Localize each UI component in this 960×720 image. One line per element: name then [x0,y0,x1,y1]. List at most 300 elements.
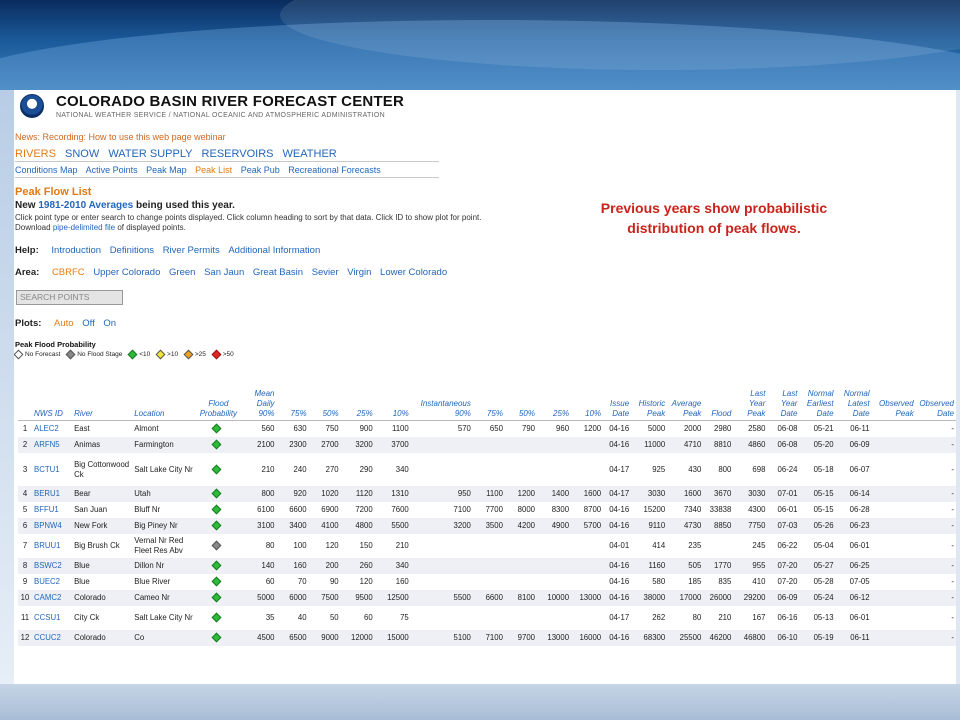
table-cell: 06-01 [777,505,798,514]
table-cell [872,502,916,518]
column-header[interactable]: Last Year Peak [733,384,767,421]
averages-notice [15,200,235,211]
probability-diamond-icon [212,440,222,450]
row-number: 7 [22,541,28,550]
table-cell: 06-12 [836,590,872,606]
table-cell: 5000 [240,590,276,606]
nav-weather[interactable]: WEATHER [282,148,337,160]
table-cell: 26000 [703,590,733,606]
table-cell: 07-05 [849,577,870,586]
table-cell: 2000 [683,424,702,433]
location-cell: Salt Lake City Nr [134,613,193,622]
table-cell: 7750 [733,518,767,534]
legend-label: <10 [139,351,151,359]
legend-item[interactable] [15,351,60,358]
table-cell: 6600 [289,505,307,514]
table-cell: 920 [277,486,309,502]
nws-id-link[interactable]: BERU1 [32,486,72,502]
table-row [18,453,956,486]
table-cell: 120 [325,541,339,550]
table-cell: 800 [718,464,732,474]
nws-id-link[interactable]: CCSU1 [34,613,61,622]
table-cell: 05-19 [799,630,835,646]
plots-on[interactable]: On [103,318,117,329]
table-cell [872,574,916,590]
right-border [956,90,960,684]
table-cell: 06-01 [849,541,870,550]
area-row [15,267,447,278]
flood-probability-cell [196,518,240,534]
table-cell: 185 [688,577,702,586]
river-cell: New Fork [72,518,132,534]
river-cell: San Juan [74,505,108,514]
table-cell: 7100 [453,505,471,514]
table-cell: 7700 [485,505,503,514]
help-river-permits[interactable]: River Permits [162,245,220,256]
column-header[interactable]: Instantaneous 90% [411,384,473,421]
column-header[interactable]: Normal Earliest Date [799,384,835,421]
probability-diamond-icon [212,505,222,515]
column-header[interactable]: Observed Peak [872,384,916,421]
table-cell: 3700 [375,437,411,453]
table-cell: - [951,541,954,550]
nav-snow[interactable]: SNOW [65,148,100,160]
help-definitions[interactable]: Definitions [109,245,155,256]
subnav-peak-list[interactable]: Peak List [195,165,233,175]
table-cell: 70 [297,577,307,586]
table-cell [872,421,916,438]
table-row [18,606,956,630]
legend-item[interactable] [67,351,122,358]
table-cell: 835 [718,577,732,586]
table-cell: 60 [364,613,373,622]
legend-item[interactable] [129,351,150,358]
table-cell: 68300 [631,630,667,646]
table-cell: 05-18 [813,464,834,474]
river-cell: Blue [72,558,132,574]
table-cell: 29200 [733,590,767,606]
legend-label: No Forecast [25,351,61,359]
probability-legend [15,351,239,358]
table-cell: 04-16 [603,590,631,606]
table-cell: 1160 [631,558,667,574]
table-cell: 955 [733,558,767,574]
legend-label: >10 [167,351,179,359]
diamond-icon [183,350,193,360]
column-header[interactable]: Last Year Date [767,384,799,421]
area-green[interactable]: Green [169,267,196,278]
table-cell: 790 [521,424,535,433]
table-cell: 290 [359,464,373,474]
noaa-logo-icon[interactable] [20,94,44,118]
table-cell: 1120 [341,486,375,502]
row-number: 6 [18,518,32,534]
table-cell: 160 [277,558,309,574]
table-cell: 25500 [667,630,703,646]
table-cell: 04-16 [603,437,631,453]
table-cell: 4710 [667,437,703,453]
table-cell: 38000 [631,590,667,606]
table-cell: - [951,424,954,433]
table-row [18,421,956,438]
table-cell: 4100 [309,518,341,534]
table-cell [411,558,473,574]
river-cell: Animas [72,437,132,453]
table-cell: 262 [652,613,666,622]
column-header[interactable]: 10% [571,384,603,421]
river-cell: Bear [72,486,132,502]
column-header[interactable]: Flood [703,384,733,421]
divider [15,177,439,178]
nws-id-link[interactable]: BUEC2 [34,577,61,586]
download-link[interactable]: pipe-delimited file [52,223,116,232]
river-cell: City Ck [74,613,100,622]
table-row [18,630,956,646]
table-cell [537,534,571,558]
flood-probability-cell [196,606,240,630]
column-header[interactable]: 10% [375,384,411,421]
table-row [18,534,956,558]
table-cell: 04-17 [609,613,630,622]
area-sevier[interactable]: Sevier [311,267,339,278]
help-label: Help: [15,245,39,256]
table-cell: 140 [240,558,276,574]
plots-label: Plots: [15,318,42,329]
area-cbrfc[interactable]: CBRFC [51,267,85,278]
nws-id-link[interactable]: BCTU1 [34,464,60,474]
table-cell: 8810 [703,437,733,453]
table-cell: 698 [752,464,766,474]
nav-rivers[interactable]: RIVERS [15,148,56,160]
column-header[interactable]: Location [132,384,196,421]
table-cell: 240 [293,464,307,474]
help-introduction[interactable]: Introduction [51,245,102,256]
table-cell: 80 [692,613,702,622]
legend-label: >50 [222,351,234,359]
table-cell [872,518,916,534]
table-cell: 05-04 [813,541,834,550]
legend-item[interactable] [157,351,178,358]
column-header[interactable]: Normal Latest Date [836,384,872,421]
table-cell: 7600 [391,505,409,514]
table-cell: 3200 [341,437,375,453]
table-cell: 05-13 [813,613,834,622]
table-cell: 3670 [703,486,733,502]
nav-water-supply[interactable]: WATER SUPPLY [108,148,193,160]
table-cell: 06-09 [767,590,799,606]
table-cell [872,453,916,486]
subnav-peak-pub[interactable]: Peak Pub [240,165,280,175]
table-row [18,502,956,518]
subnav-conditions-map[interactable]: Conditions Map [15,165,78,175]
table-cell [872,437,916,453]
nws-id-link[interactable]: BSWC2 [32,558,72,574]
probability-diamond-icon [212,613,222,623]
plots-off[interactable]: Off [82,318,95,329]
probability-diamond-icon [212,489,222,499]
table-cell: 925 [652,464,666,474]
column-header[interactable]: 75% [277,384,309,421]
table-cell: 7200 [355,505,373,514]
table-cell [505,558,537,574]
column-header [18,384,32,421]
table-cell: 6600 [473,590,505,606]
table-cell: 340 [395,464,409,474]
table-cell: - [916,558,956,574]
page-subtitle: NATIONAL WEATHER SERVICE / NATIONAL OCEANIC AND ATMOSPHERIC ADMINISTRATION [56,112,385,119]
table-cell: 06-28 [849,505,870,514]
diamond-icon [211,350,221,360]
table-cell: 90 [329,577,339,586]
nws-id-link[interactable]: BPNW4 [32,518,72,534]
table-cell: - [951,505,954,514]
peak-flow-table [18,384,956,646]
table-cell: 5700 [571,518,603,534]
table-cell: 1200 [505,486,537,502]
column-header[interactable]: Flood Probability [196,384,240,421]
table-cell: 950 [411,486,473,502]
table-cell: 12000 [341,630,375,646]
table-cell [571,534,603,558]
column-header[interactable]: 50% [309,384,341,421]
table-row [18,590,956,606]
area-virgin[interactable]: Virgin [347,267,372,278]
table-cell: 1400 [537,486,571,502]
table-cell: 9500 [341,590,375,606]
table-cell: 04-16 [609,505,630,514]
probability-diamond-icon [212,541,222,551]
column-header[interactable]: Average Peak [667,384,703,421]
table-cell: - [916,486,956,502]
table-cell: 3030 [631,486,667,502]
table-cell: 05-24 [799,590,835,606]
area-upper-colorado[interactable]: Upper Colorado [93,267,161,278]
table-cell: 210 [395,541,409,550]
row-number: 4 [18,486,32,502]
probability-diamond-icon [212,521,222,531]
table-cell: 06-23 [836,518,872,534]
location-cell: Vernal Nr Red Fleet Res Abv [134,536,184,555]
table-cell: 05-15 [813,505,834,514]
table-cell [571,437,603,453]
subnav-active-points[interactable]: Active Points [85,165,138,175]
page-title: COLORADO BASIN RIVER FORECAST CENTER [56,93,405,110]
river-cell: Big Cottonwood Ck [74,459,130,479]
table-cell: 4730 [667,518,703,534]
nws-id-link[interactable]: ALEC2 [34,424,59,433]
table-cell: 630 [293,424,307,433]
top-banner [0,0,960,90]
column-header[interactable]: River [72,384,132,421]
table-cell: 7340 [683,505,702,514]
table-cell: 2300 [277,437,309,453]
table-cell: 8000 [517,505,535,514]
table-header [18,384,956,421]
subnav-recreational-forecasts[interactable]: Recreational Forecasts [288,165,381,175]
table-cell: 8100 [505,590,537,606]
table-cell [537,574,571,590]
table-cell [411,574,473,590]
table-cell: 05-26 [799,518,835,534]
table-cell: 270 [325,464,339,474]
river-cell: Blue [74,577,90,586]
table-cell: 15200 [643,505,666,514]
table-cell [411,437,473,453]
nws-id-link[interactable]: BRUU1 [34,541,61,550]
table-row [18,437,956,453]
flood-probability-cell [196,630,240,646]
search-input[interactable]: SEARCH POINTS [16,290,123,305]
table-cell: 3500 [473,518,505,534]
column-header[interactable]: Issue Date [603,384,631,421]
table-cell: 200 [309,558,341,574]
table-cell: 05-27 [799,558,835,574]
table-cell [571,558,603,574]
table-cell: 04-17 [609,464,630,474]
table-cell: - [916,590,956,606]
table-cell [537,453,571,486]
flood-probability-cell [196,590,240,606]
column-header[interactable]: 75% [473,384,505,421]
table-cell: 13000 [537,630,571,646]
table-cell: 4500 [240,630,276,646]
instructions-text: Click point type or enter search to change points displayed. Click column heading to sort by that data. Click ID to show plot for point. [15,213,482,222]
row-number: 3 [22,464,28,474]
table-cell [537,558,571,574]
column-header[interactable]: 50% [505,384,537,421]
row-number: 12 [18,630,32,646]
table-cell [473,437,505,453]
subnav-peak-map[interactable]: Peak Map [146,165,187,175]
probability-diamond-icon [212,577,222,587]
column-header[interactable]: NWS ID [32,384,72,421]
legend-label: >25 [194,351,206,359]
diamond-icon [66,350,76,360]
location-cell: Bluff Nr [134,505,161,514]
diamond-icon [14,350,23,360]
column-header[interactable]: 25% [341,384,375,421]
legend-item[interactable] [185,351,206,358]
plots-auto[interactable]: Auto [54,318,74,329]
table-cell: 4900 [537,518,571,534]
table-cell: 12500 [375,590,411,606]
area-lower-colorado[interactable]: Lower Colorado [380,267,448,278]
table-cell: 05-28 [813,577,834,586]
table-cell: 75 [400,613,409,622]
legend-item[interactable] [213,351,234,358]
location-cell: Cameo Nr [132,590,196,606]
row-number: 5 [22,505,28,514]
table-body [18,421,956,647]
table-cell: 05-20 [799,437,835,453]
area-label: Area: [15,267,40,278]
table-cell: 04-16 [603,518,631,534]
plots-row [15,318,116,329]
table-cell: 4300 [748,505,766,514]
sub-nav [15,165,387,175]
location-cell: Utah [132,486,196,502]
row-number: 11 [20,613,30,622]
flood-probability-cell [196,453,240,486]
table-cell: 260 [341,558,375,574]
nws-id-link[interactable]: CCUC2 [32,630,72,646]
table-cell: - [951,613,954,622]
table-cell: - [916,630,956,646]
table-cell: 8300 [551,505,570,514]
table-cell: 3100 [240,518,276,534]
table-cell: 160 [395,577,409,586]
table-cell: 3400 [277,518,309,534]
table-cell: 6100 [257,505,275,514]
table-cell: 1310 [375,486,411,502]
area-san-jaun[interactable]: San Jaun [204,267,245,278]
table-cell: 3030 [733,486,767,502]
flood-probability-cell [196,437,240,453]
table-cell [505,574,537,590]
table-cell: 6000 [277,590,309,606]
averages-link[interactable]: 1981-2010 Averages [38,200,134,211]
table-cell [473,606,505,630]
nws-id-link[interactable]: ARFN5 [32,437,72,453]
table-cell: 414 [652,541,666,550]
row-number: 1 [22,424,28,433]
table-cell: 07-03 [767,518,799,534]
diamond-icon [156,350,166,360]
column-header[interactable]: Observed Date [916,384,956,421]
table-cell: 46800 [733,630,767,646]
table-cell [571,574,603,590]
notice-text: being used this year. [136,200,235,211]
table-cell: 560 [261,424,275,433]
section-title: Peak Flow List [15,186,92,198]
river-cell: Big Brush Ck [74,541,120,550]
area-great-basin[interactable]: Great Basin [252,267,304,278]
help-additional-information[interactable]: Additional Information [228,245,321,256]
news-link[interactable]: News: Recording: How to use this web page webinar [15,132,226,142]
table-cell: 570 [457,424,471,433]
table-cell: 06-08 [777,424,798,433]
table-cell: 04-16 [609,424,630,433]
table-cell: 8850 [703,518,733,534]
table-cell: 5500 [411,590,473,606]
location-cell: Salt Lake City Nr [134,464,193,474]
column-header[interactable]: Mean Daily 90% [240,384,276,421]
table-cell [505,437,537,453]
slide-annotation: Previous years show probabilistic distribution of peak flows. [600,200,828,236]
left-border [0,90,14,684]
table-cell: - [951,577,954,586]
column-header[interactable]: Historic Peak [631,384,667,421]
nav-reservoirs[interactable]: RESERVOIRS [201,148,274,160]
table-cell [872,590,916,606]
table-cell: 1020 [309,486,341,502]
table-cell [872,558,916,574]
row-number: 2 [18,437,32,453]
table-cell: - [916,518,956,534]
column-header[interactable]: 25% [537,384,571,421]
table-cell [505,453,537,486]
location-cell: Farmington [132,437,196,453]
probability-diamond-icon [212,633,222,643]
table-cell [872,606,916,630]
nws-id-link[interactable]: BFFU1 [34,505,59,514]
table-cell: 340 [375,558,411,574]
download-line [15,223,186,232]
table-cell: 80 [265,541,275,550]
table-cell: 650 [489,424,503,433]
table-cell: 800 [240,486,276,502]
nws-id-link[interactable]: CAMC2 [32,590,72,606]
